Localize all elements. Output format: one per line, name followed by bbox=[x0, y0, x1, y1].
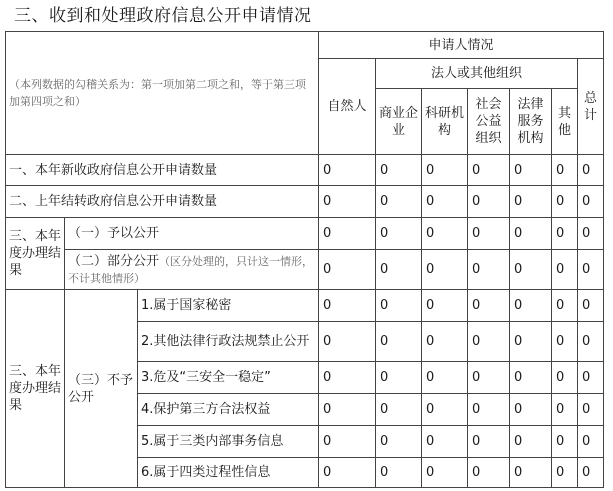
value-cell: 0 bbox=[319, 394, 376, 426]
value-cell: 0 bbox=[422, 186, 468, 218]
value-cell: 0 bbox=[578, 426, 604, 458]
value-cell: 0 bbox=[552, 362, 578, 394]
header-legal-org: 法人或其他组织 bbox=[376, 59, 578, 89]
value-cell: 0 bbox=[510, 458, 552, 488]
header-note: （本列数据的勾稽关系为：第一项加第二项之和，等于第三项加第四项之和） bbox=[9, 78, 306, 108]
value-cell: 0 bbox=[319, 290, 376, 322]
section-title: 三、收到和处理政府信息公开申请情况 bbox=[14, 6, 312, 26]
value-cell: 0 bbox=[468, 250, 510, 290]
value-cell: 0 bbox=[578, 322, 604, 362]
value-cell: 0 bbox=[510, 362, 552, 394]
value-cell: 0 bbox=[552, 218, 578, 250]
value-cell: 0 bbox=[578, 458, 604, 488]
value-cell: 0 bbox=[422, 322, 468, 362]
deny-label: （三）不予公开 bbox=[65, 290, 138, 488]
header-research: 科研机构 bbox=[422, 89, 468, 155]
row-label: 4.保护第三方合法权益 bbox=[138, 394, 319, 426]
value-cell: 0 bbox=[422, 426, 468, 458]
row-label: 2.其他法律行政法规禁止公开 bbox=[138, 322, 319, 362]
header-note-cell bbox=[6, 32, 319, 155]
row-label: 1.属于国家秘密 bbox=[138, 290, 319, 322]
value-cell: 0 bbox=[578, 186, 604, 218]
value-cell: 0 bbox=[422, 218, 468, 250]
value-cell: 0 bbox=[468, 322, 510, 362]
value-cell: 0 bbox=[319, 218, 376, 250]
value-cell: 0 bbox=[468, 155, 510, 186]
header-total: 总计 bbox=[578, 59, 604, 155]
value-cell: 0 bbox=[578, 155, 604, 186]
value-cell: 0 bbox=[468, 362, 510, 394]
value-cell: 0 bbox=[578, 394, 604, 426]
header-applicant: 申请人情况 bbox=[319, 32, 604, 59]
value-cell: 0 bbox=[552, 155, 578, 186]
row-note: （区分处理的，只计这一情形，不计其他情形） bbox=[68, 254, 314, 285]
table-row bbox=[6, 186, 604, 218]
value-cell: 0 bbox=[578, 218, 604, 250]
result-group-label: 三、本年度办理结果 bbox=[6, 290, 65, 488]
value-cell: 0 bbox=[422, 250, 468, 290]
value-cell: 0 bbox=[552, 394, 578, 426]
value-cell: 0 bbox=[552, 322, 578, 362]
table-row bbox=[6, 155, 604, 186]
row-label: （一）予以公开 bbox=[65, 218, 319, 250]
value-cell: 0 bbox=[319, 155, 376, 186]
row-label: （二）部分公开 bbox=[68, 253, 160, 269]
value-cell: 0 bbox=[510, 322, 552, 362]
disclosure-table bbox=[5, 31, 604, 488]
value-cell: 0 bbox=[376, 322, 422, 362]
value-cell: 0 bbox=[319, 322, 376, 362]
value-cell: 0 bbox=[376, 250, 422, 290]
table-row bbox=[6, 218, 604, 250]
value-cell: 0 bbox=[376, 155, 422, 186]
row-label: 二、上年结转政府信息公开申请数量 bbox=[6, 186, 319, 218]
value-cell: 0 bbox=[422, 155, 468, 186]
value-cell: 0 bbox=[552, 426, 578, 458]
value-cell: 0 bbox=[510, 155, 552, 186]
value-cell: 0 bbox=[468, 426, 510, 458]
table-row bbox=[6, 250, 604, 290]
value-cell: 0 bbox=[319, 458, 376, 488]
header-commercial: 商业企业 bbox=[376, 89, 422, 155]
value-cell: 0 bbox=[422, 362, 468, 394]
value-cell: 0 bbox=[319, 362, 376, 394]
value-cell: 0 bbox=[422, 458, 468, 488]
header-legal-service: 法律服务机构 bbox=[510, 89, 552, 155]
value-cell: 0 bbox=[376, 290, 422, 322]
value-cell: 0 bbox=[510, 218, 552, 250]
table-row bbox=[6, 290, 604, 322]
value-cell: 0 bbox=[552, 186, 578, 218]
value-cell: 0 bbox=[510, 290, 552, 322]
value-cell: 0 bbox=[510, 426, 552, 458]
value-cell: 0 bbox=[510, 394, 552, 426]
row-label: 3.危及“三安全一稳定” bbox=[138, 362, 319, 394]
header-other: 其他 bbox=[552, 89, 578, 155]
value-cell: 0 bbox=[468, 394, 510, 426]
value-cell: 0 bbox=[468, 186, 510, 218]
value-cell: 0 bbox=[422, 394, 468, 426]
value-cell: 0 bbox=[376, 426, 422, 458]
header-natural-person: 自然人 bbox=[319, 59, 376, 155]
value-cell: 0 bbox=[376, 394, 422, 426]
value-cell: 0 bbox=[422, 290, 468, 322]
value-cell: 0 bbox=[319, 186, 376, 218]
value-cell: 0 bbox=[468, 458, 510, 488]
value-cell: 0 bbox=[552, 250, 578, 290]
value-cell: 0 bbox=[552, 290, 578, 322]
row-label: 6.属于四类过程性信息 bbox=[138, 458, 319, 488]
value-cell: 0 bbox=[319, 250, 376, 290]
value-cell: 0 bbox=[578, 250, 604, 290]
value-cell: 0 bbox=[468, 290, 510, 322]
value-cell: 0 bbox=[376, 458, 422, 488]
row-label: 一、本年新收政府信息公开申请数量 bbox=[6, 155, 319, 186]
row-label-partial bbox=[65, 250, 319, 290]
value-cell: 0 bbox=[376, 218, 422, 250]
value-cell: 0 bbox=[578, 362, 604, 394]
value-cell: 0 bbox=[510, 186, 552, 218]
value-cell: 0 bbox=[319, 426, 376, 458]
result-group-label: 三、本年度办理结果 bbox=[6, 218, 65, 290]
value-cell: 0 bbox=[552, 458, 578, 488]
value-cell: 0 bbox=[376, 186, 422, 218]
value-cell: 0 bbox=[578, 290, 604, 322]
row-label: 5.属于三类内部事务信息 bbox=[138, 426, 319, 458]
value-cell: 0 bbox=[376, 362, 422, 394]
header-social: 社会公益组织 bbox=[468, 89, 510, 155]
value-cell: 0 bbox=[468, 218, 510, 250]
value-cell: 0 bbox=[510, 250, 552, 290]
